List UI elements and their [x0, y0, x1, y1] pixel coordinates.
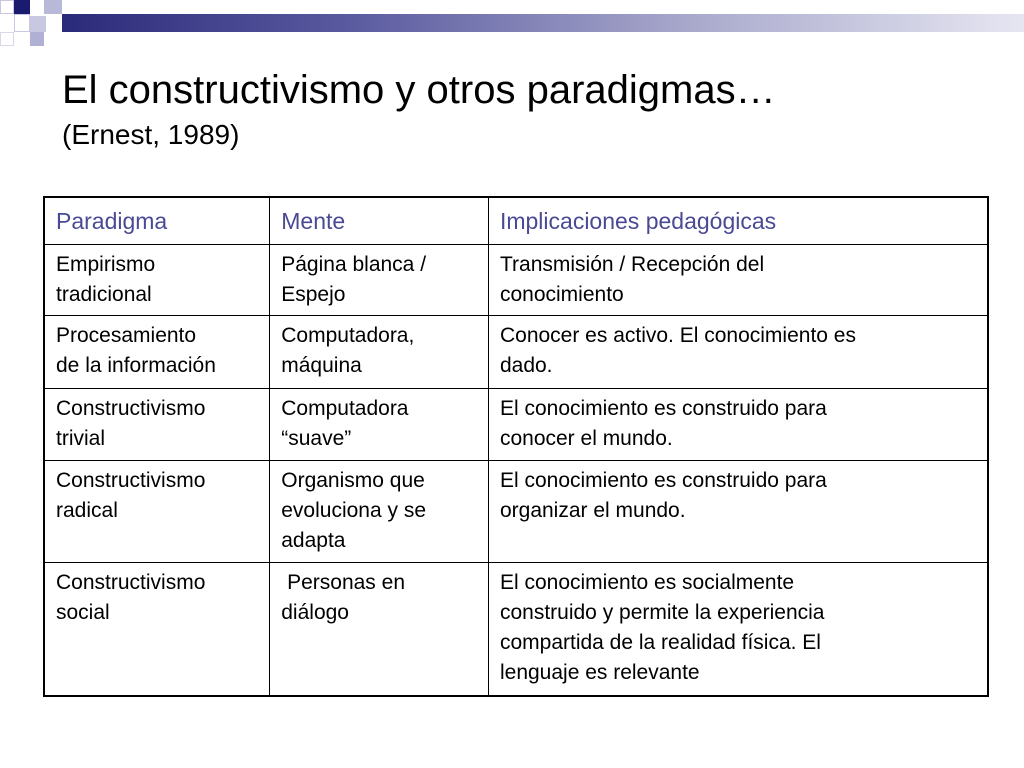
header-implicaciones: Implicaciones pedagógicas — [488, 197, 988, 245]
slide-title: El constructivismo y otros paradigmas… — [62, 68, 776, 112]
table-header-row — [44, 197, 988, 245]
cell-paradigma: Constructivismo radical — [44, 461, 270, 563]
header-mente: Mente — [270, 197, 489, 245]
decor-square — [14, 14, 30, 32]
cell-implicaciones: El conocimiento es socialmente construido y permite la experiencia compartida de la realidad física. El lenguaje es relevante — [488, 563, 988, 697]
slide-subtitle: (Ernest, 1989) — [62, 119, 240, 150]
cell-implicaciones: Conocer es activo. El conocimiento es dado. — [488, 316, 988, 389]
cell-mente: Organismo que evoluciona y se adapta — [270, 461, 489, 563]
decor-square — [30, 32, 44, 46]
cell-paradigma: Constructivismo trivial — [44, 389, 270, 461]
decor-square — [0, 32, 14, 46]
cell-mente: Personas en diálogo — [270, 563, 489, 697]
header-gradient-band — [62, 14, 1024, 32]
header-paradigma: Paradigma — [44, 197, 270, 245]
cell-implicaciones: El conocimiento es construido para organizar el mundo. — [488, 461, 988, 563]
cell-mente: Página blanca / Espejo — [270, 245, 489, 316]
cell-paradigma: Empirismo tradicional — [44, 245, 270, 316]
table-row — [44, 461, 988, 563]
cell-mente: Computadora “suave” — [270, 389, 489, 461]
decor-square — [30, 16, 46, 32]
decor-square — [0, 0, 14, 14]
paradigms-table — [43, 196, 989, 697]
cell-implicaciones: Transmisión / Recepción del conocimiento — [488, 245, 988, 316]
cell-mente: Computadora, máquina — [270, 316, 489, 389]
table-row — [44, 316, 988, 389]
cell-paradigma: Constructivismo social — [44, 563, 270, 697]
table-row — [44, 389, 988, 461]
cell-implicaciones: El conocimiento es construido para conocer el mundo. — [488, 389, 988, 461]
decor-square — [44, 0, 62, 14]
cell-paradigma: Procesamiento de la información — [44, 316, 270, 389]
table-row — [44, 245, 988, 316]
table-row — [44, 563, 988, 697]
